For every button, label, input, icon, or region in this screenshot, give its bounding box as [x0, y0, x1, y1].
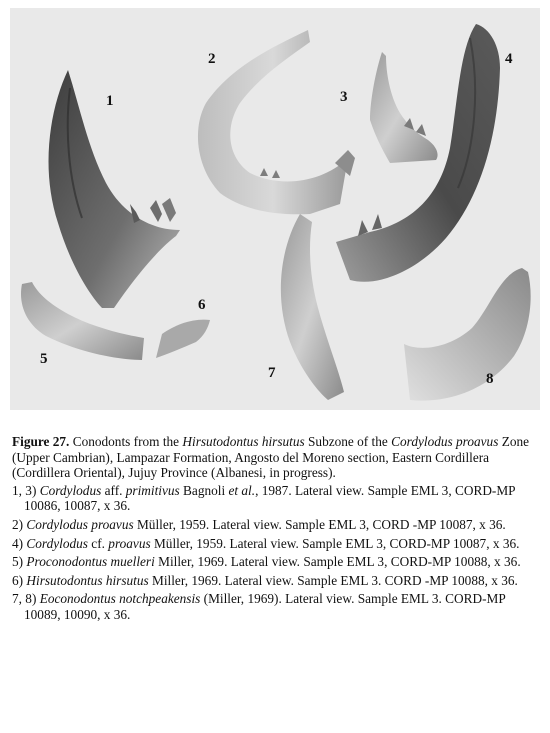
caption-entry-5: 5) Proconodontus muelleri Miller, 1969. Lateral view. Sample EML 3, CORD-MP 10088, x 36.	[12, 554, 521, 570]
specimen-1	[49, 70, 180, 308]
specimen-number-5: 5	[40, 351, 48, 367]
specimen-8	[404, 268, 531, 401]
taxon-name: Hirsutodontus hirsutus	[182, 434, 305, 449]
conodont-photographs	[10, 8, 540, 410]
specimen-7	[281, 214, 344, 400]
photo-plate	[10, 8, 540, 410]
specimen-number-7: 7	[268, 365, 276, 381]
specimen-3	[370, 52, 438, 163]
caption-entry-4: 4) Cordylodus cf. proavus Müller, 1959. Lateral view. Sample EML 3, CORD-MP 10087, x 36.	[12, 535, 520, 551]
specimen-number-4: 4	[505, 51, 513, 67]
specimen-2	[198, 30, 355, 214]
specimen-5	[21, 282, 144, 360]
figure-caption	[12, 434, 532, 626]
specimen-number-3: 3	[340, 89, 348, 105]
taxon-name: Cordylodus proavus	[391, 434, 499, 449]
caption-entry-1-3: 1, 3) Cordylodus aff. primitivus Bagnoli et al., 1987. Lateral view. Sample EML 3, CORD-MP 10086, 10087, x 36.	[12, 482, 516, 514]
specimen-number-2: 2	[208, 51, 216, 67]
specimen-number-8: 8	[486, 371, 494, 387]
figure-label: Figure 27.	[12, 434, 70, 449]
caption-entry-2: 2) Cordylodus proavus Müller, 1959. Lateral view. Sample EML 3, CORD -MP 10087, x 36.	[12, 516, 506, 532]
specimen-number-1: 1	[106, 93, 114, 109]
caption-entry-7-8: 7, 8) Eoconodontus notchpeakensis (Miller, 1969). Lateral view. Sample EML 3. CORD-MP 10089, 10090, x 36.	[12, 591, 506, 622]
specimen-number-6: 6	[198, 297, 206, 313]
caption-entry-6: 6) Hirsutodontus hirsutus Miller, 1969. Lateral view. Sample EML 3. CORD -MP 10088, x 36.	[12, 572, 518, 588]
specimen-6	[156, 320, 210, 358]
caption-heading: Figure 27. Conodonts from the Hirsutodontus hirsutus Subzone of the Cordylodus proavus Zone (Upper Cambrian), Lampazar Formation, Angosto del Moreno section, Eastern Cordillera (Cordillera Oriental), Jujuy Province (Albanesi, in progress).	[12, 434, 530, 481]
